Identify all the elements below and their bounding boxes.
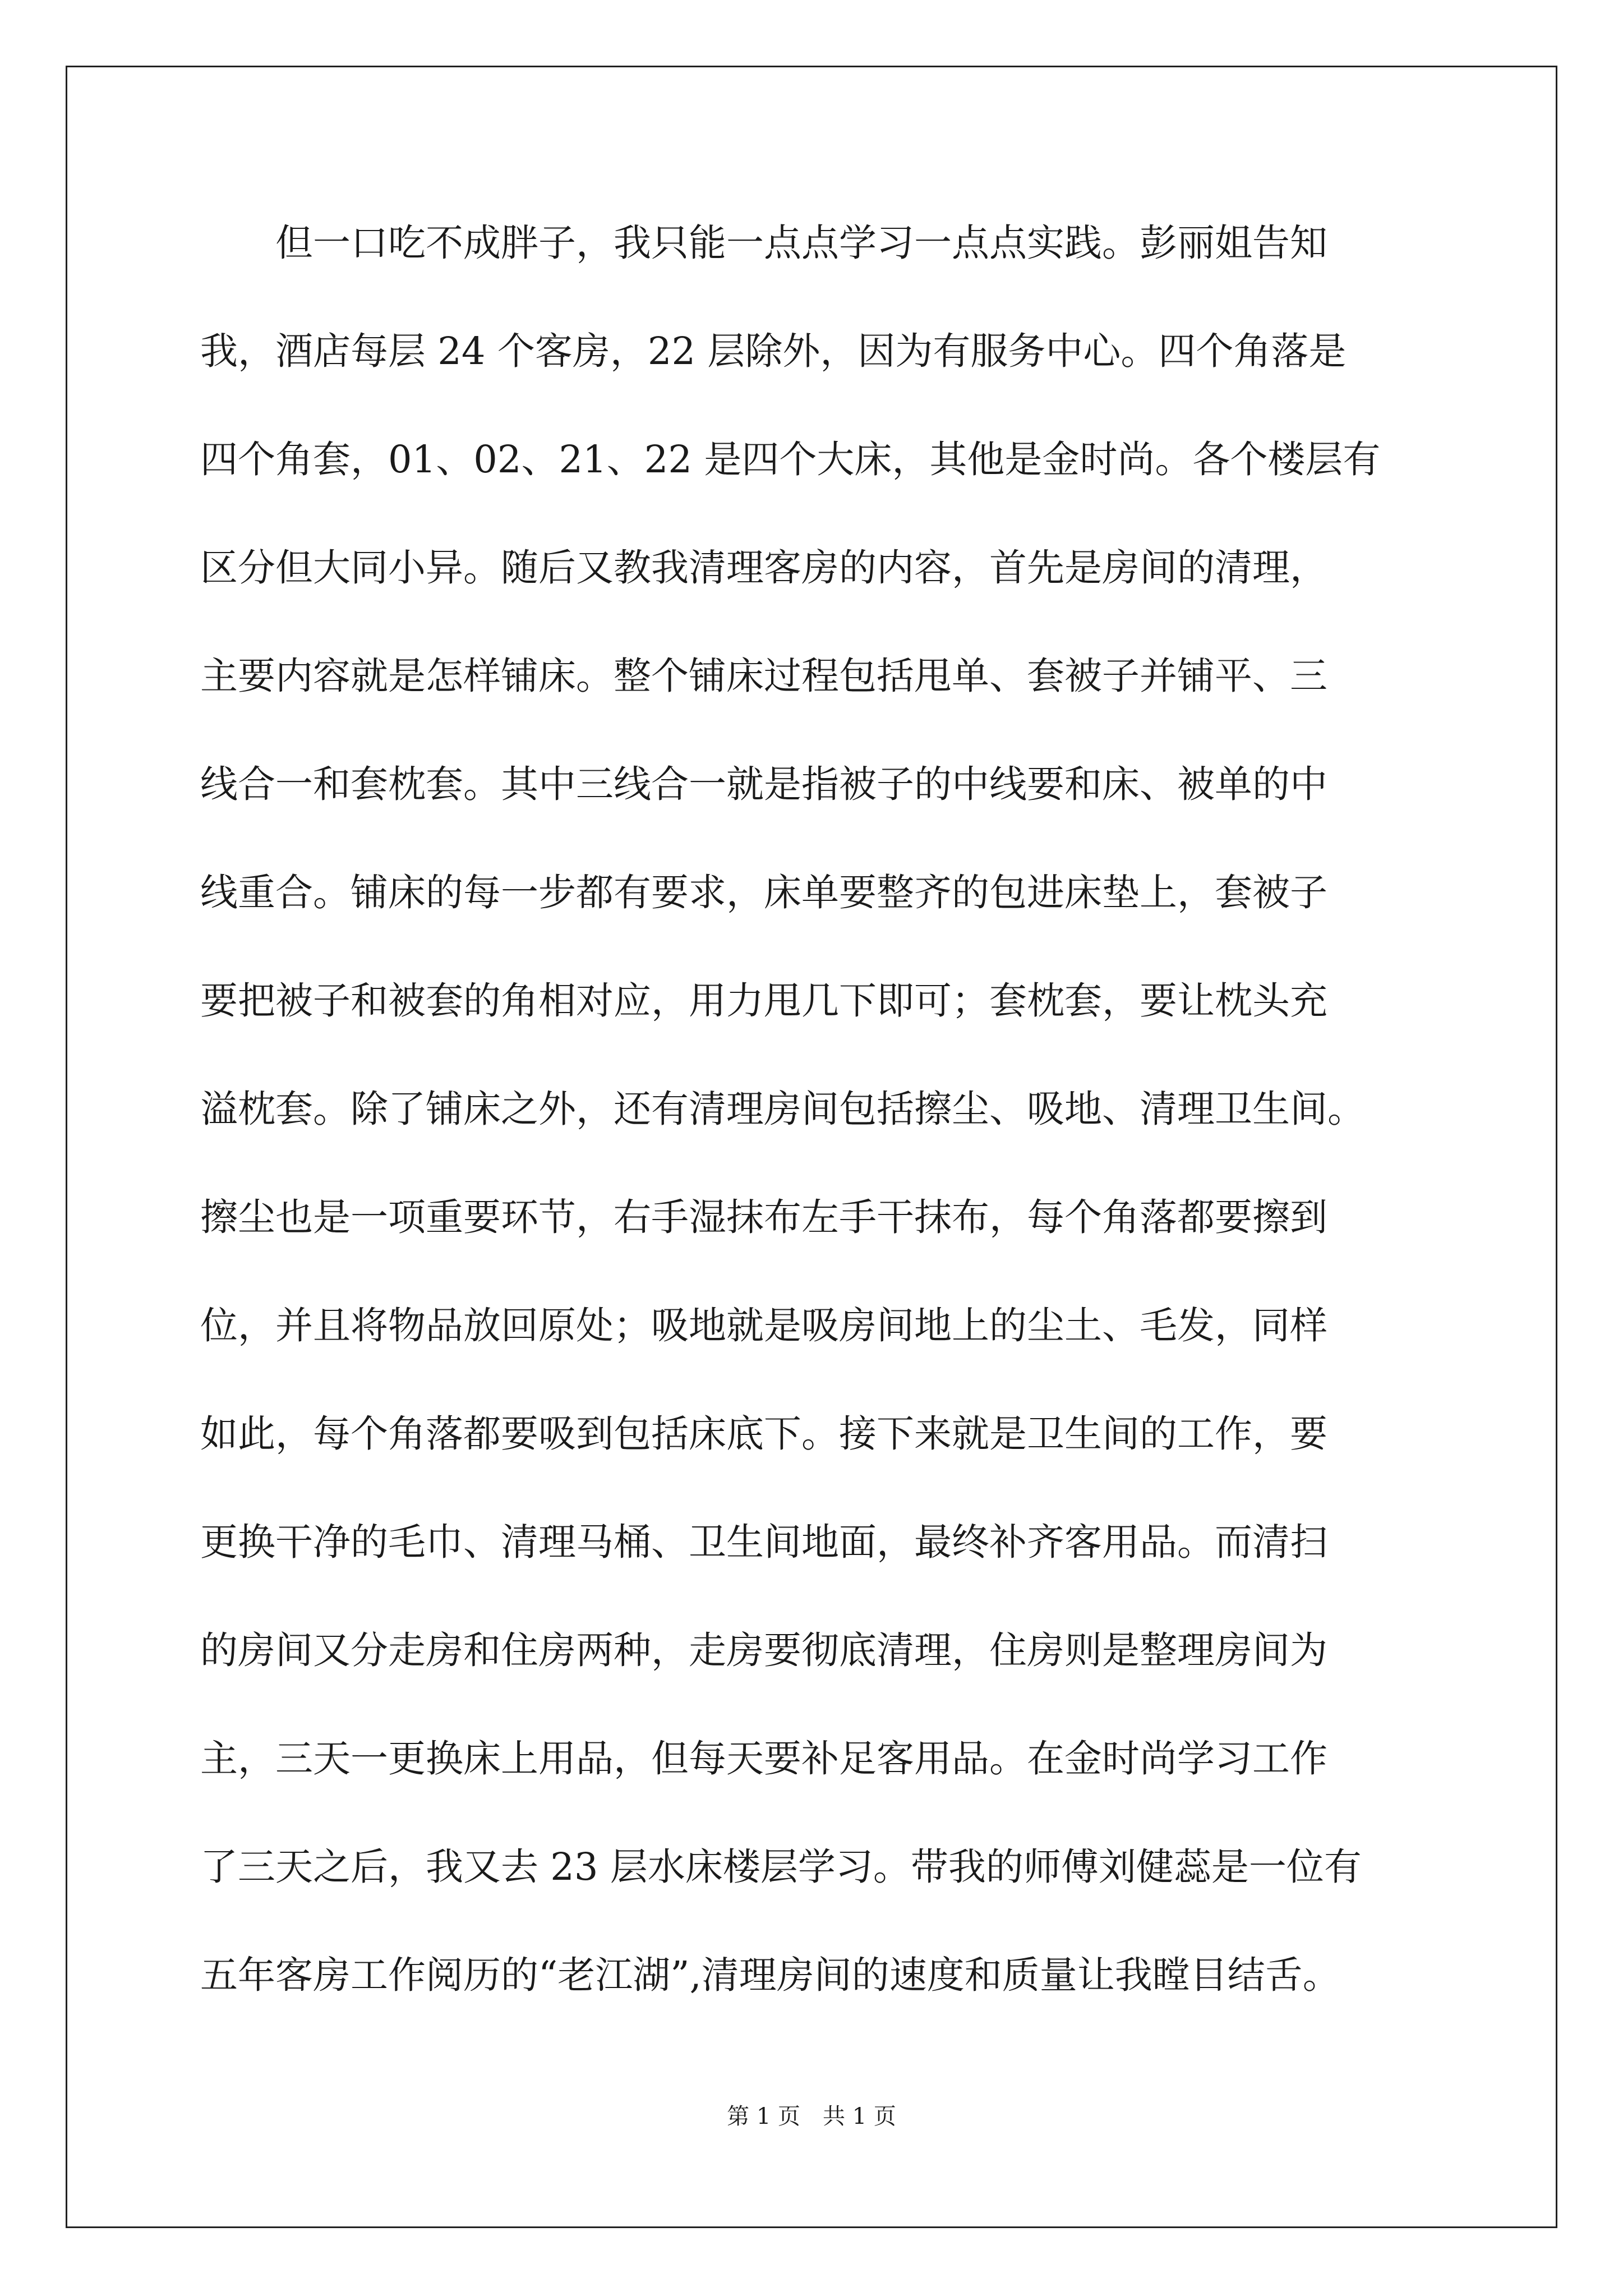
text-line: 线合一和套枕套。其中三线合一就是指被子的中线要和床、被单的中 [200,762,1327,806]
text-line: 溢枕套。除了铺床之外，还有清理房间包括擦尘、吸地、清理卫生间。 [200,1087,1365,1131]
text-line: 五年客房工作阅历的“老江湖”,清理房间的速度和质量让我瞠目结舌。 [200,1953,1340,1997]
text-line: 要把被子和被套的角相对应，用力甩几下即可；套枕套，要让枕头充 [200,979,1327,1023]
text-line: 但一口吃不成胖子，我只能一点点学习一点点实践。彭丽姐告知 [275,221,1327,265]
text-line: 主要内容就是怎样铺床。整个铺床过程包括甩单、套被子并铺平、三 [200,654,1327,698]
text-line: 线重合。铺床的每一步都有要求，床单要整齐的包进床垫上，套被子 [200,871,1327,914]
text-line: 主，三天一更换床上用品，但每天要补足客用品。在金时尚学习工作 [200,1737,1327,1780]
text-line: 区分但大同小异。随后又教我清理客房的内容，首先是房间的清理， [200,546,1327,590]
text-line: 的房间又分走房和住房两种，走房要彻底清理，住房则是整理房间为 [200,1628,1327,1672]
text-line: 如此，每个角落都要吸到包括床底下。接下来就是卫生间的工作，要 [200,1412,1327,1456]
text-line: 位，并且将物品放回原处；吸地就是吸房间地上的尘土、毛发，同样 [200,1304,1327,1347]
text-line: 四个角套，01、02、21、22 是四个大床，其他是金时尚。各个楼层有 [200,438,1381,481]
text-line: 了三天之后，我又去 23 层水床楼层学习。带我的师傅刘健蕊是一位有 [200,1845,1362,1889]
body-text [200,219,1440,2059]
page-number-footer: 第 1 页 共 1 页 [727,2104,896,2129]
text-line: 更换干净的毛巾、清理马桶、卫生间地面，最终补齐客用品。而清扫 [200,1520,1327,1564]
text-line: 擦尘也是一项重要环节，右手湿抹布左手干抹布，每个角落都要擦到 [200,1195,1327,1239]
text-line: 我，酒店每层 24 个客房，22 层除外，因为有服务中心。四个角落是 [200,329,1347,373]
